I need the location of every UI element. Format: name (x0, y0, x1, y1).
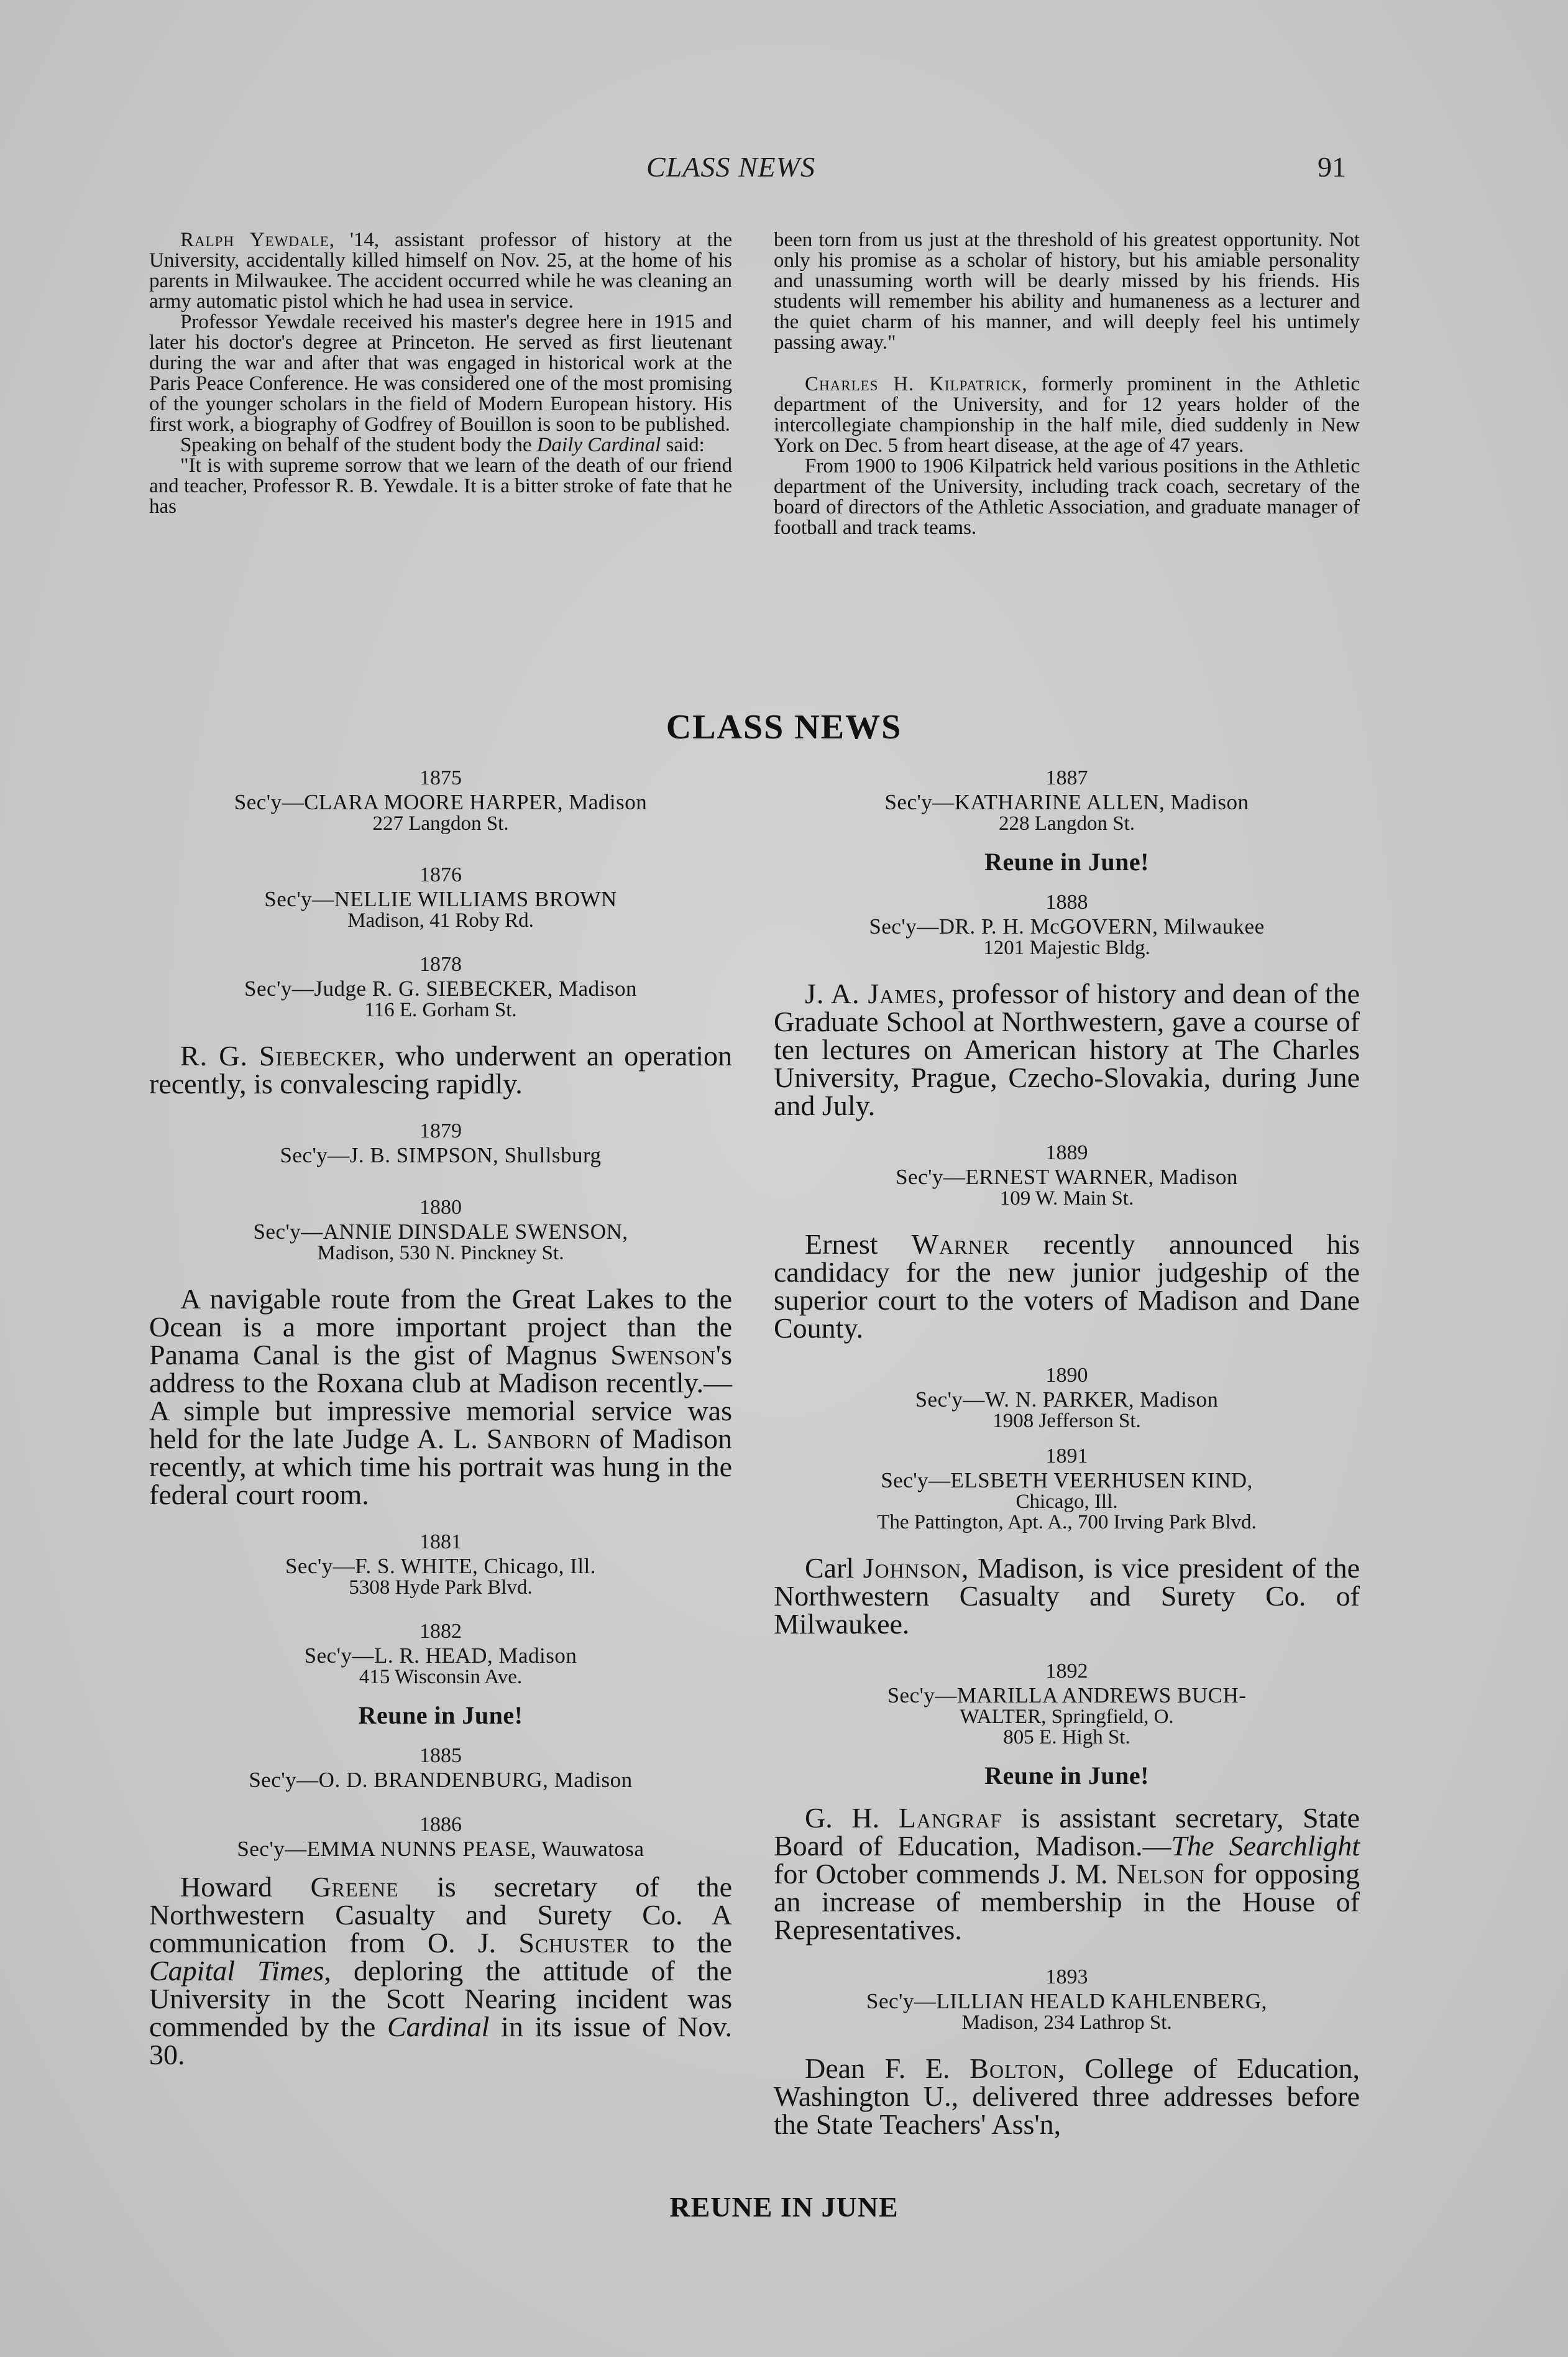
secretary-address: The Pattington, Apt. A., 700 Irving Park Blvd. (877, 1511, 1257, 1533)
secretary-line: Sec'y—ERNEST WARNER, Madison (896, 1165, 1238, 1189)
reune-notice: Reune in June! (358, 1701, 523, 1729)
person-name: R. G. Siebecker (180, 1040, 378, 1072)
secretary-address: 1201 Majestic Bldg. (983, 937, 1150, 959)
class-entry-1885 (149, 1744, 732, 1791)
news-paragraph: Carl Johnson, Madison, is vice president of the Northwestern Casualty and Surety Co. of Milwaukee. (774, 1552, 1360, 1640)
obituary-paragraph: Professor Yewdale received his master's degree here in 1915 and later his doctor's degree at Princeton. He served as first lieutenant during the war and after that was engaged in historical work at the Paris Peace Conference. He was considered one of the most promising of the younger scholars in the field of Modern European history. His first work, a biography of Godfrey of Bouillon is soon to be published. (149, 311, 732, 436)
class-entry-1886 (149, 1813, 732, 2069)
person-name: Langraf (898, 1802, 1002, 1834)
secretary-line: Sec'y—O. D. BRANDENBURG, Madison (249, 1768, 633, 1792)
class-year: 1881 (420, 1530, 462, 1553)
person-name: Johnson (863, 1552, 961, 1584)
obituary-paragraph: Speaking on behalf of the student body the Daily Cardinal said: (180, 434, 705, 456)
class-entry-1875 (149, 766, 732, 834)
obituary-column-left (149, 230, 732, 517)
news-paragraph: R. G. Siebecker, who underwent an operation recently, is convalescing rapidly. (149, 1040, 732, 1100)
news-paragraph: G. H. Langraf is assistant secretary, State Board of Education, Madison.—The Searchlight for October commends J. M. Nelson for opposing an increase of membership in the House of Representatives. (774, 1802, 1360, 1946)
person-name: J. A. James (805, 978, 938, 1009)
person-name: Schuster (518, 1927, 630, 1959)
class-year: 1892 (1045, 1660, 1088, 1683)
secretary-line: Sec'y—NELLIE WILLIAMS BROWN (264, 887, 617, 911)
secretary-address: Madison, 41 Roby Rd. (347, 909, 534, 932)
obituary-column-right (774, 230, 1360, 538)
secretary-address: 1908 Jefferson St. (993, 1410, 1141, 1432)
secretary-line: Sec'y—KATHARINE ALLEN, Madison (884, 790, 1249, 814)
secretary-address: 109 W. Main St. (999, 1187, 1134, 1210)
class-year: 1878 (420, 953, 462, 976)
class-year: 1876 (420, 863, 462, 886)
page-footer: REUNE IN JUNE (669, 2191, 899, 2223)
class-year: 1888 (1045, 891, 1088, 914)
secretary-line: Sec'y—ANNIE DINSDALE SWENSON, (253, 1220, 628, 1244)
news-paragraph: Ernest Warner recently announced his candidacy for the new junior judgeship of the superior court to the voters of Madison and Dane County. (774, 1228, 1360, 1344)
news-paragraph: A navigable route from the Great Lakes to the Ocean is a more important project than the Panama Canal is the gist of Magnus Swenson's address to the Roxana club at Madison recently.—A simple but impressive memorial service was held for the late Judge A. L. Sanborn of Madison recently, at which time his portrait was hung in the federal court room. (149, 1283, 732, 1510)
class-entry-1891 (774, 1444, 1360, 1638)
class-year: 1887 (1045, 766, 1088, 789)
class-entry-1892 (774, 1659, 1360, 1944)
news-paragraph: J. A. James, professor of history and dean of the Graduate School at Northwestern, gave a course of ten lectures on American history at The Charles University, Prague, Czecho-Slovakia, during June and July. (774, 978, 1360, 1121)
reune-notice: Reune in June! (984, 1762, 1149, 1790)
secretary-address: 116 E. Gorham St. (364, 999, 517, 1021)
secretary-address: 5308 Hyde Park Blvd. (349, 1576, 533, 1599)
news-paragraph: Howard Greene is secretary of the Northwestern Casualty and Surety Co. A communication from O. J. Schuster to the Capital Times, deploring the attitude of the University in the Scott Nearing incident was commended by the Cardinal in its issue of Nov. 30. (149, 1871, 733, 2070)
class-year: 1891 (1045, 1445, 1088, 1468)
secretary-line: Sec'y—L. R. HEAD, Madison (304, 1643, 577, 1668)
page-number: 91 (1318, 151, 1346, 183)
class-entry-1876 (149, 863, 732, 931)
secretary-address: Madison, 530 N. Pinckney St. (317, 1242, 564, 1264)
class-news-column-left (149, 766, 732, 2069)
obituary-paragraph: From 1900 to 1906 Kilpatrick held various positions in the Athletic department of the University, including track coach, secretary of the board of directors of the Athletic Association, and graduate manager of football and track teams. (774, 455, 1360, 539)
class-year: 1886 (420, 1813, 462, 1836)
class-entry-1880 (149, 1195, 732, 1509)
class-entry-1890 (774, 1363, 1360, 1431)
class-entry-1882 (149, 1619, 732, 1731)
secretary-address: 228 Langdon St. (998, 812, 1135, 835)
class-year: 1893 (1045, 1965, 1088, 1988)
running-title: CLASS NEWS (646, 151, 815, 183)
class-news-column-right (774, 766, 1360, 2138)
secretary-line: Sec'y—DR. P. H. McGOVERN, Milwaukee (869, 914, 1265, 939)
class-year: 1880 (420, 1196, 462, 1219)
person-name: Sanborn (486, 1423, 591, 1454)
running-header (0, 150, 1568, 188)
secretary-line: Sec'y—CLARA MOORE HARPER, Madison (234, 790, 648, 814)
class-entry-1888 (774, 890, 1360, 1119)
class-year: 1889 (1045, 1141, 1088, 1164)
class-year: 1875 (420, 766, 462, 789)
secretary-address: 227 Langdon St. (372, 812, 509, 835)
class-entry-1879 (149, 1119, 732, 1167)
reune-notice: Reune in June! (984, 848, 1149, 876)
secretary-line: Sec'y—LILLIAN HEALD KAHLENBERG, (866, 1989, 1267, 2013)
secretary-line: Sec'y—J. B. SIMPSON, Shullsburg (280, 1143, 602, 1167)
secretary-address: 805 E. High St. (1003, 1726, 1130, 1748)
obituary-paragraph: Charles H. Kilpatrick, formerly prominent in the Athletic department of the University, and for 12 years holder of the intercollegiate championship in the half mile, died suddenly in New York on Dec. 5 from heart disease, at the age of 47 years. (774, 373, 1360, 457)
class-entry-1889 (774, 1141, 1360, 1342)
secretary-address: Chicago, Ill. (1016, 1491, 1118, 1513)
person-name: Bolton (970, 2052, 1058, 2084)
section-heading: CLASS NEWS (666, 708, 902, 747)
class-entry-1881 (149, 1530, 732, 1598)
person-name: Swenson (610, 1339, 716, 1371)
secretary-line: Sec'y—MARILLA ANDREWS BUCH- (887, 1683, 1247, 1707)
class-year: 1885 (420, 1744, 462, 1767)
class-year: 1882 (420, 1620, 462, 1643)
class-entry-1887 (774, 766, 1360, 878)
obituary-paragraph: been torn from us just at the threshold of his greatest opportunity. Not only his promise as a scholar of history, but his amiable personality and unassuming worth will be dearly missed by his friends. His students will remember his ability and humaneness as a lecturer and the quiet charm of his manner, and will deeply feel his untimely passing away." (774, 229, 1360, 354)
secretary-address: Madison, 234 Lathrop St. (961, 2011, 1172, 2034)
class-year: 1890 (1045, 1364, 1088, 1387)
class-entry-1893 (774, 1965, 1360, 2138)
obituary-paragraph: "It is with supreme sorrow that we learn of the death of our friend and teacher, Professor R. B. Yewdale. It is a bitter stroke of fate that he has (149, 454, 732, 518)
class-year: 1879 (420, 1119, 462, 1142)
person-name: Warner (911, 1228, 1010, 1260)
news-paragraph: Dean F. E. Bolton, College of Education, Washington U., delivered three addresses before the State Teachers' Ass'n, (774, 2052, 1360, 2140)
person-name: Nelson (1116, 1858, 1205, 1890)
secretary-line: Sec'y—EMMA NUNNS PEASE, Wauwatosa (237, 1837, 644, 1861)
secretary-line: Sec'y—W. N. PARKER, Madison (915, 1387, 1219, 1412)
secretary-line: Sec'y—F. S. WHITE, Chicago, Ill. (285, 1554, 597, 1578)
secretary-line: Sec'y—Judge R. G. SIEBECKER, Madison (244, 976, 637, 1001)
secretary-address: WALTER, Springfield, O. (960, 1706, 1174, 1728)
person-name: Greene (310, 1871, 399, 1903)
secretary-address: 415 Wisconsin Ave. (359, 1666, 523, 1688)
class-entry-1878 (149, 952, 732, 1098)
secretary-line: Sec'y—ELSBETH VEERHUSEN KIND, (881, 1468, 1253, 1492)
obituary-paragraph: Ralph Yewdale, '14, assistant professor of history at the University, accidentally killed himself on Nov. 25, at the home of his parents in Milwaukee. The accident occurred while he was cleaning an army automatic pistol which he had usea in service. (149, 229, 732, 313)
person-name: Ralph Yewdale (180, 229, 329, 251)
person-name: Charles H. Kilpatrick (805, 373, 1022, 395)
